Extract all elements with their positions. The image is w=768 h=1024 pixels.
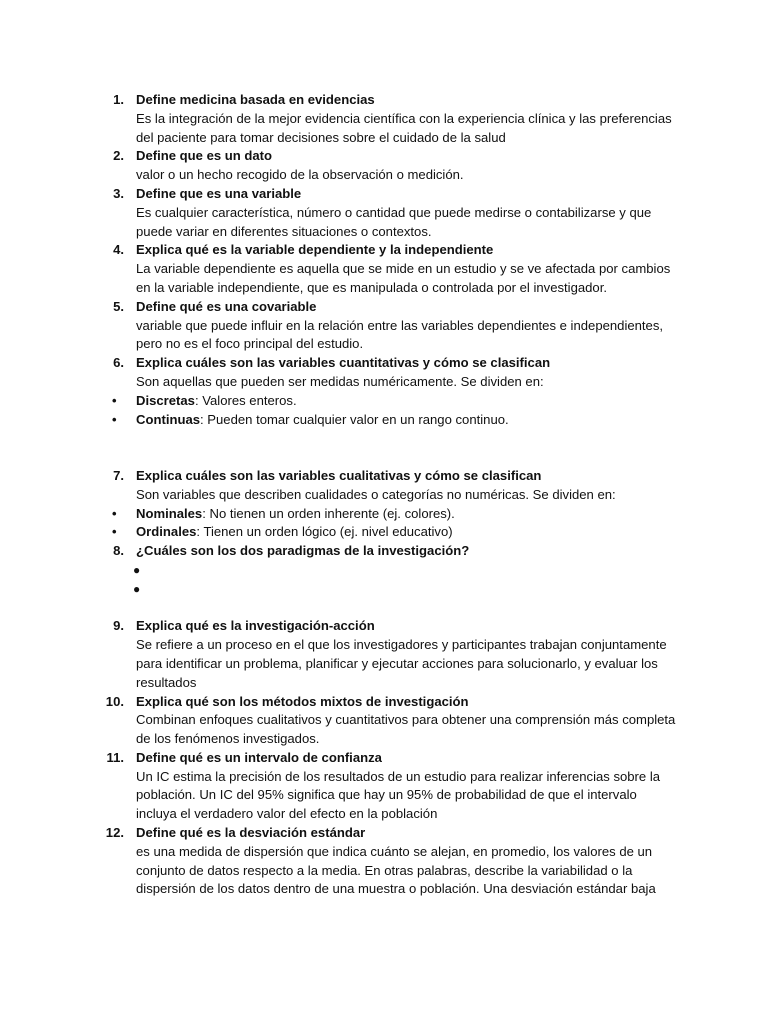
blank-space xyxy=(0,429,768,467)
blank-space xyxy=(0,599,768,618)
question-number: 1. xyxy=(113,92,124,107)
bullet-text: : No tienen un orden inherente (ej. colores). xyxy=(202,505,455,521)
question-title: Define qué es la desviación estándar xyxy=(136,825,366,841)
question-title: Define qué es una covariable xyxy=(136,298,317,314)
question-number: 9. xyxy=(113,618,124,634)
question-number: 8. xyxy=(113,543,124,559)
question-title: Define qué es un intervalo de confianza xyxy=(136,749,382,765)
question-number: 11. xyxy=(106,749,124,765)
bullet-icon: • xyxy=(112,505,117,521)
question-answer: Es cualquier característica, número o cantidad que puede medirse o contabilizarse y que puede variar en diferentes situaciones o contextos. xyxy=(136,204,652,239)
bullet-term: Ordinales xyxy=(136,524,197,540)
question-title: ¿Cuáles son los dos paradigmas de la investigación? xyxy=(136,543,470,559)
bullet-term: Discretas xyxy=(136,392,195,408)
question-title: Define medicina basada en evidencias xyxy=(136,92,375,107)
question-1 xyxy=(0,91,676,147)
question-11 xyxy=(0,749,676,824)
question-9 xyxy=(0,617,676,692)
question-answer: es una medida de dispersión que indica cuánto se alejan, en promedio, los valores de un conjunto de datos respecto a la media. En otras palabras, describe la variabilidad o la dispersión de los datos dentro de una muestra o población. Una desviación estándar baja xyxy=(136,843,656,897)
question-answer: Se refiere a un proceso en el que los investigadores y participantes trabajan conjuntamente para identificar un problema, planificar y ejecutar acciones para solucionarlo, y evaluar los resultados xyxy=(136,637,667,690)
bullet-icon: • xyxy=(112,392,117,408)
bullet-item xyxy=(0,392,676,411)
bullet-term: Continuas xyxy=(136,411,201,427)
question-title: Explica qué es la investigación-acción xyxy=(136,618,375,634)
bullet-item xyxy=(0,523,676,542)
bullet-icon: • xyxy=(112,524,117,540)
question-number: 7. xyxy=(113,467,124,483)
bullet-icon: ● xyxy=(133,581,141,596)
question-5 xyxy=(0,298,676,354)
question-answer: Un IC estima la precisión de los resultados de un estudio para realizar inferencias sobre la población. Un IC del 95% significa que hay un 95% de probabilidad de que el intervalo incluya el verdadero valor del efecto en la población xyxy=(136,768,661,822)
question-answer: Combinan enfoques cualitativos y cuantitativos para obtener una comprensión más completa de los fenómenos investigados. xyxy=(136,712,676,747)
question-list xyxy=(0,91,768,899)
question-title: Explica qué son los métodos mixtos de investigación xyxy=(136,693,469,709)
bullet-item xyxy=(0,505,676,524)
question-answer: Son aquellas que pueden ser medidas numéricamente. Se dividen en: xyxy=(136,373,544,389)
question-number: 6. xyxy=(113,355,124,371)
question-number: 5. xyxy=(113,298,124,314)
question-number: 2. xyxy=(113,148,124,164)
question-10 xyxy=(0,693,676,749)
question-number: 10. xyxy=(105,693,124,709)
question-7 xyxy=(0,467,676,505)
question-title: Explica cuáles son las variables cualitativas y cómo se clasifican xyxy=(136,467,542,483)
bullet-term: Nominales xyxy=(136,505,203,521)
question-number: 4. xyxy=(113,242,124,258)
question-answer: La variable dependiente es aquella que se mide en un estudio y se ve afectada por cambios en la variable independiente, que es manipulada o controlada por el investigador. xyxy=(136,261,671,295)
question-number: 3. xyxy=(113,185,124,201)
bullet-text: : Tienen un orden lógico (ej. nivel educativo) xyxy=(196,524,453,540)
question-12 xyxy=(0,824,676,899)
bullet-text: : Valores enteros. xyxy=(194,392,297,408)
empty-bullet-item xyxy=(0,580,676,599)
question-answer: Es la integración de la mejor evidencia científica con la experiencia clínica y las preferencias del paciente para tomar decisiones sobre el cuidado de la salud xyxy=(136,110,672,145)
bullet-icon: • xyxy=(112,411,117,427)
question-answer: Son variables que describen cualidades o categorías no numéricas. Se dividen en: xyxy=(136,486,616,502)
question-answer: variable que puede influir en la relación entre las variables dependientes e independientes, pero no es el foco principal del estudio. xyxy=(136,317,664,352)
question-3 xyxy=(0,185,676,241)
empty-bullet-item xyxy=(0,561,676,580)
question-title: Define que es una variable xyxy=(136,185,302,201)
question-title: Explica qué es la variable dependiente y la independiente xyxy=(136,242,494,258)
question-title: Define que es un dato xyxy=(136,148,273,164)
bullet-icon: ● xyxy=(133,562,141,577)
question-6 xyxy=(0,354,676,392)
question-2 xyxy=(0,147,676,185)
bullet-item xyxy=(0,411,676,430)
bullet-text: : Pueden tomar cualquier valor en un rango continuo. xyxy=(200,411,509,427)
question-4 xyxy=(0,241,676,297)
question-number: 12. xyxy=(105,825,124,841)
question-title: Explica cuáles son las variables cuantitativas y cómo se clasifican xyxy=(136,355,551,371)
question-answer: valor o un hecho recogido de la observación o medición. xyxy=(136,167,464,183)
question-8 xyxy=(0,542,676,561)
